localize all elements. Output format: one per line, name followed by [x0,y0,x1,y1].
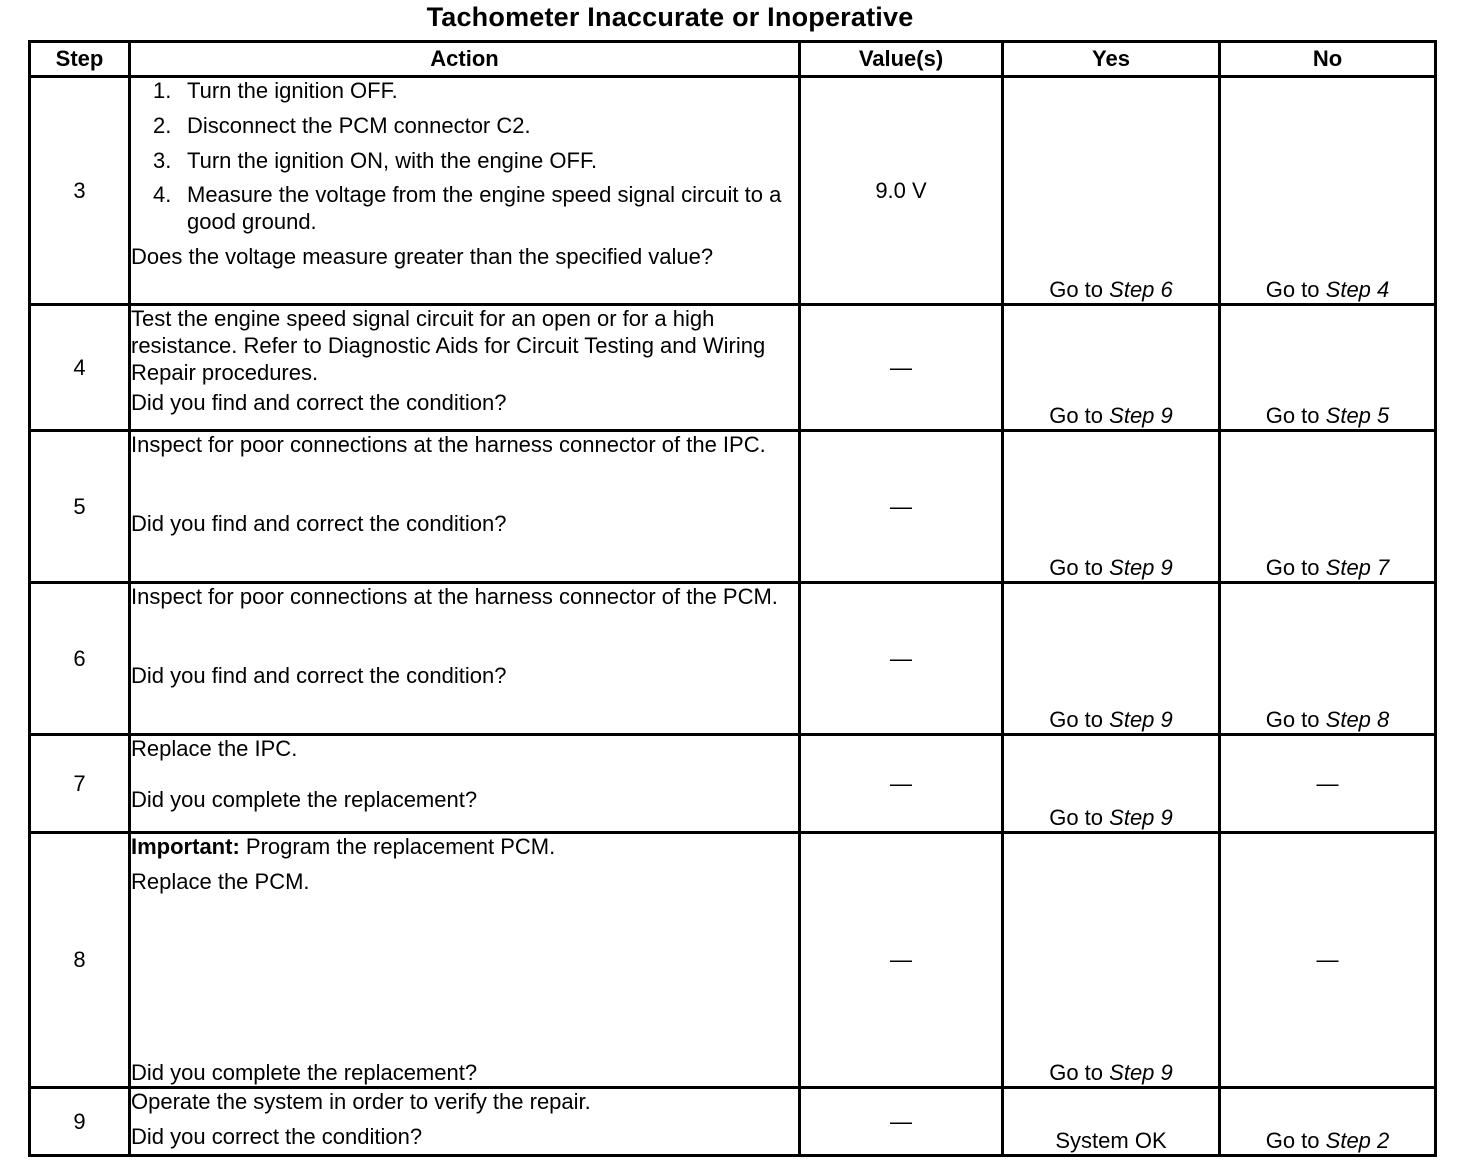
step-number: 3 [30,77,130,305]
important-note [131,834,798,861]
diagnostic-table [28,40,1437,1157]
table-row [30,583,1436,735]
list-item [131,182,798,236]
action-cell [130,431,800,583]
yes-cell [1003,735,1220,833]
substep-number: 2. [153,112,172,138]
table-header-row [30,42,1436,77]
substep-text: Measure the voltage from the engine speed signal circuit to a good ground. [187,182,782,235]
value-cell: 9.0 V [800,77,1003,305]
header-action: Action [130,42,800,77]
goto-step-link[interactable]: Step 4 [1325,277,1390,302]
no-cell: — [1220,735,1436,833]
goto-step-link[interactable]: Step 6 [1109,277,1173,302]
no-cell: — [1220,833,1436,1088]
value-cell: — [800,735,1003,833]
yes-cell: System OK [1003,1088,1220,1156]
goto-prefix: Go to [1265,1128,1320,1154]
question-text: Did you complete the replacement? [131,786,478,812]
question-text: Did you find and correct the condition? [131,390,507,416]
goto-step-link[interactable]: Step 9 [1109,555,1173,580]
list-item [131,113,798,140]
substep-number: 4. [153,182,172,208]
goto-prefix: Go to [1049,707,1104,732]
important-label: Important: [131,834,240,859]
value-cell: — [800,833,1003,1088]
question-text: Did you find and correct the condition? [131,510,507,536]
header-yes: Yes [1003,42,1220,77]
action-text: Inspect for poor connections at the harness connector of the IPC. [131,432,766,457]
action-text: Replace the PCM. [131,868,310,894]
table-row [30,833,1436,1088]
goto-step-link[interactable]: Step 7 [1325,555,1390,580]
yes-cell [1003,833,1220,1088]
table-row [30,77,1436,305]
action-cell [130,735,800,833]
goto-prefix: Go to [1049,555,1104,580]
header-no: No [1220,42,1436,77]
value-cell: — [800,1088,1003,1156]
yes-cell [1003,431,1220,583]
step-number: 6 [30,583,130,735]
goto-step-link[interactable]: Step 8 [1325,707,1390,732]
no-cell [1220,431,1436,583]
action-text: Operate the system in order to verify the repair. [131,1089,591,1115]
goto-prefix: Go to [1049,403,1104,428]
action-cell [130,1088,800,1156]
substep-text: Turn the ignition ON, with the engine OFF. [187,147,598,173]
table-row [30,735,1436,833]
page-title: Tachometer Inaccurate or Inoperative [426,2,914,32]
table-row [30,1088,1436,1156]
goto-step-link[interactable]: Step 9 [1109,403,1173,428]
list-item [131,148,798,175]
question-text: Did you complete the replacement? [131,1059,478,1085]
yes-cell [1003,305,1220,431]
header-step: Step [30,42,130,77]
no-cell [1220,1088,1436,1156]
table-row [30,431,1436,583]
goto-prefix: Go to [1049,1060,1104,1086]
no-cell [1220,583,1436,735]
substep-text: Turn the ignition OFF. [187,78,398,103]
action-text: Inspect for poor connections at the harness connector of the PCM. [131,584,778,609]
substep-number: 1. [153,78,172,103]
action-cell [130,77,800,305]
goto-step-link[interactable]: Step 2 [1325,1128,1390,1154]
important-text: Program the replacement PCM. [245,834,556,859]
substep-number: 3. [153,147,172,173]
action-cell [130,833,800,1088]
goto-step-link[interactable]: Step 9 [1109,805,1173,830]
goto-prefix: Go to [1049,277,1104,302]
question-text: Did you correct the condition? [131,1124,423,1150]
step-number: 7 [30,735,130,833]
question-text: Does the voltage measure greater than the specified value? [131,244,714,270]
goto-prefix: Go to [1049,805,1104,830]
goto-step-link[interactable]: Step 9 [1109,707,1173,732]
substep-text: Disconnect the PCM connector C2. [187,112,531,138]
value-cell: — [800,431,1003,583]
value-cell: — [800,583,1003,735]
value-cell: — [800,305,1003,431]
step-number: 5 [30,431,130,583]
action-text: Test the engine speed signal circuit for an open or for a high resistance. Refer to Diagnostic Aids for Circuit Testing and Wiring Repair procedures. [131,306,766,385]
goto-prefix: Go to [1265,707,1320,732]
no-cell [1220,305,1436,431]
yes-cell [1003,583,1220,735]
goto-prefix: Go to [1265,403,1320,428]
list-item [131,78,798,105]
goto-step-link[interactable]: Step 5 [1325,403,1390,428]
question-text: Did you find and correct the condition? [131,662,507,688]
no-cell [1220,77,1436,305]
yes-cell [1003,77,1220,305]
goto-prefix: Go to [1265,277,1320,302]
substep-list [131,78,798,236]
action-cell [130,583,800,735]
action-text: Replace the IPC. [131,736,298,761]
step-number: 4 [30,305,130,431]
goto-step-link[interactable]: Step 9 [1109,1060,1173,1086]
goto-prefix: Go to [1265,555,1320,580]
header-values: Value(s) [800,42,1003,77]
step-number: 8 [30,833,130,1088]
action-cell [130,305,800,431]
step-number: 9 [30,1088,130,1156]
table-row [30,305,1436,431]
